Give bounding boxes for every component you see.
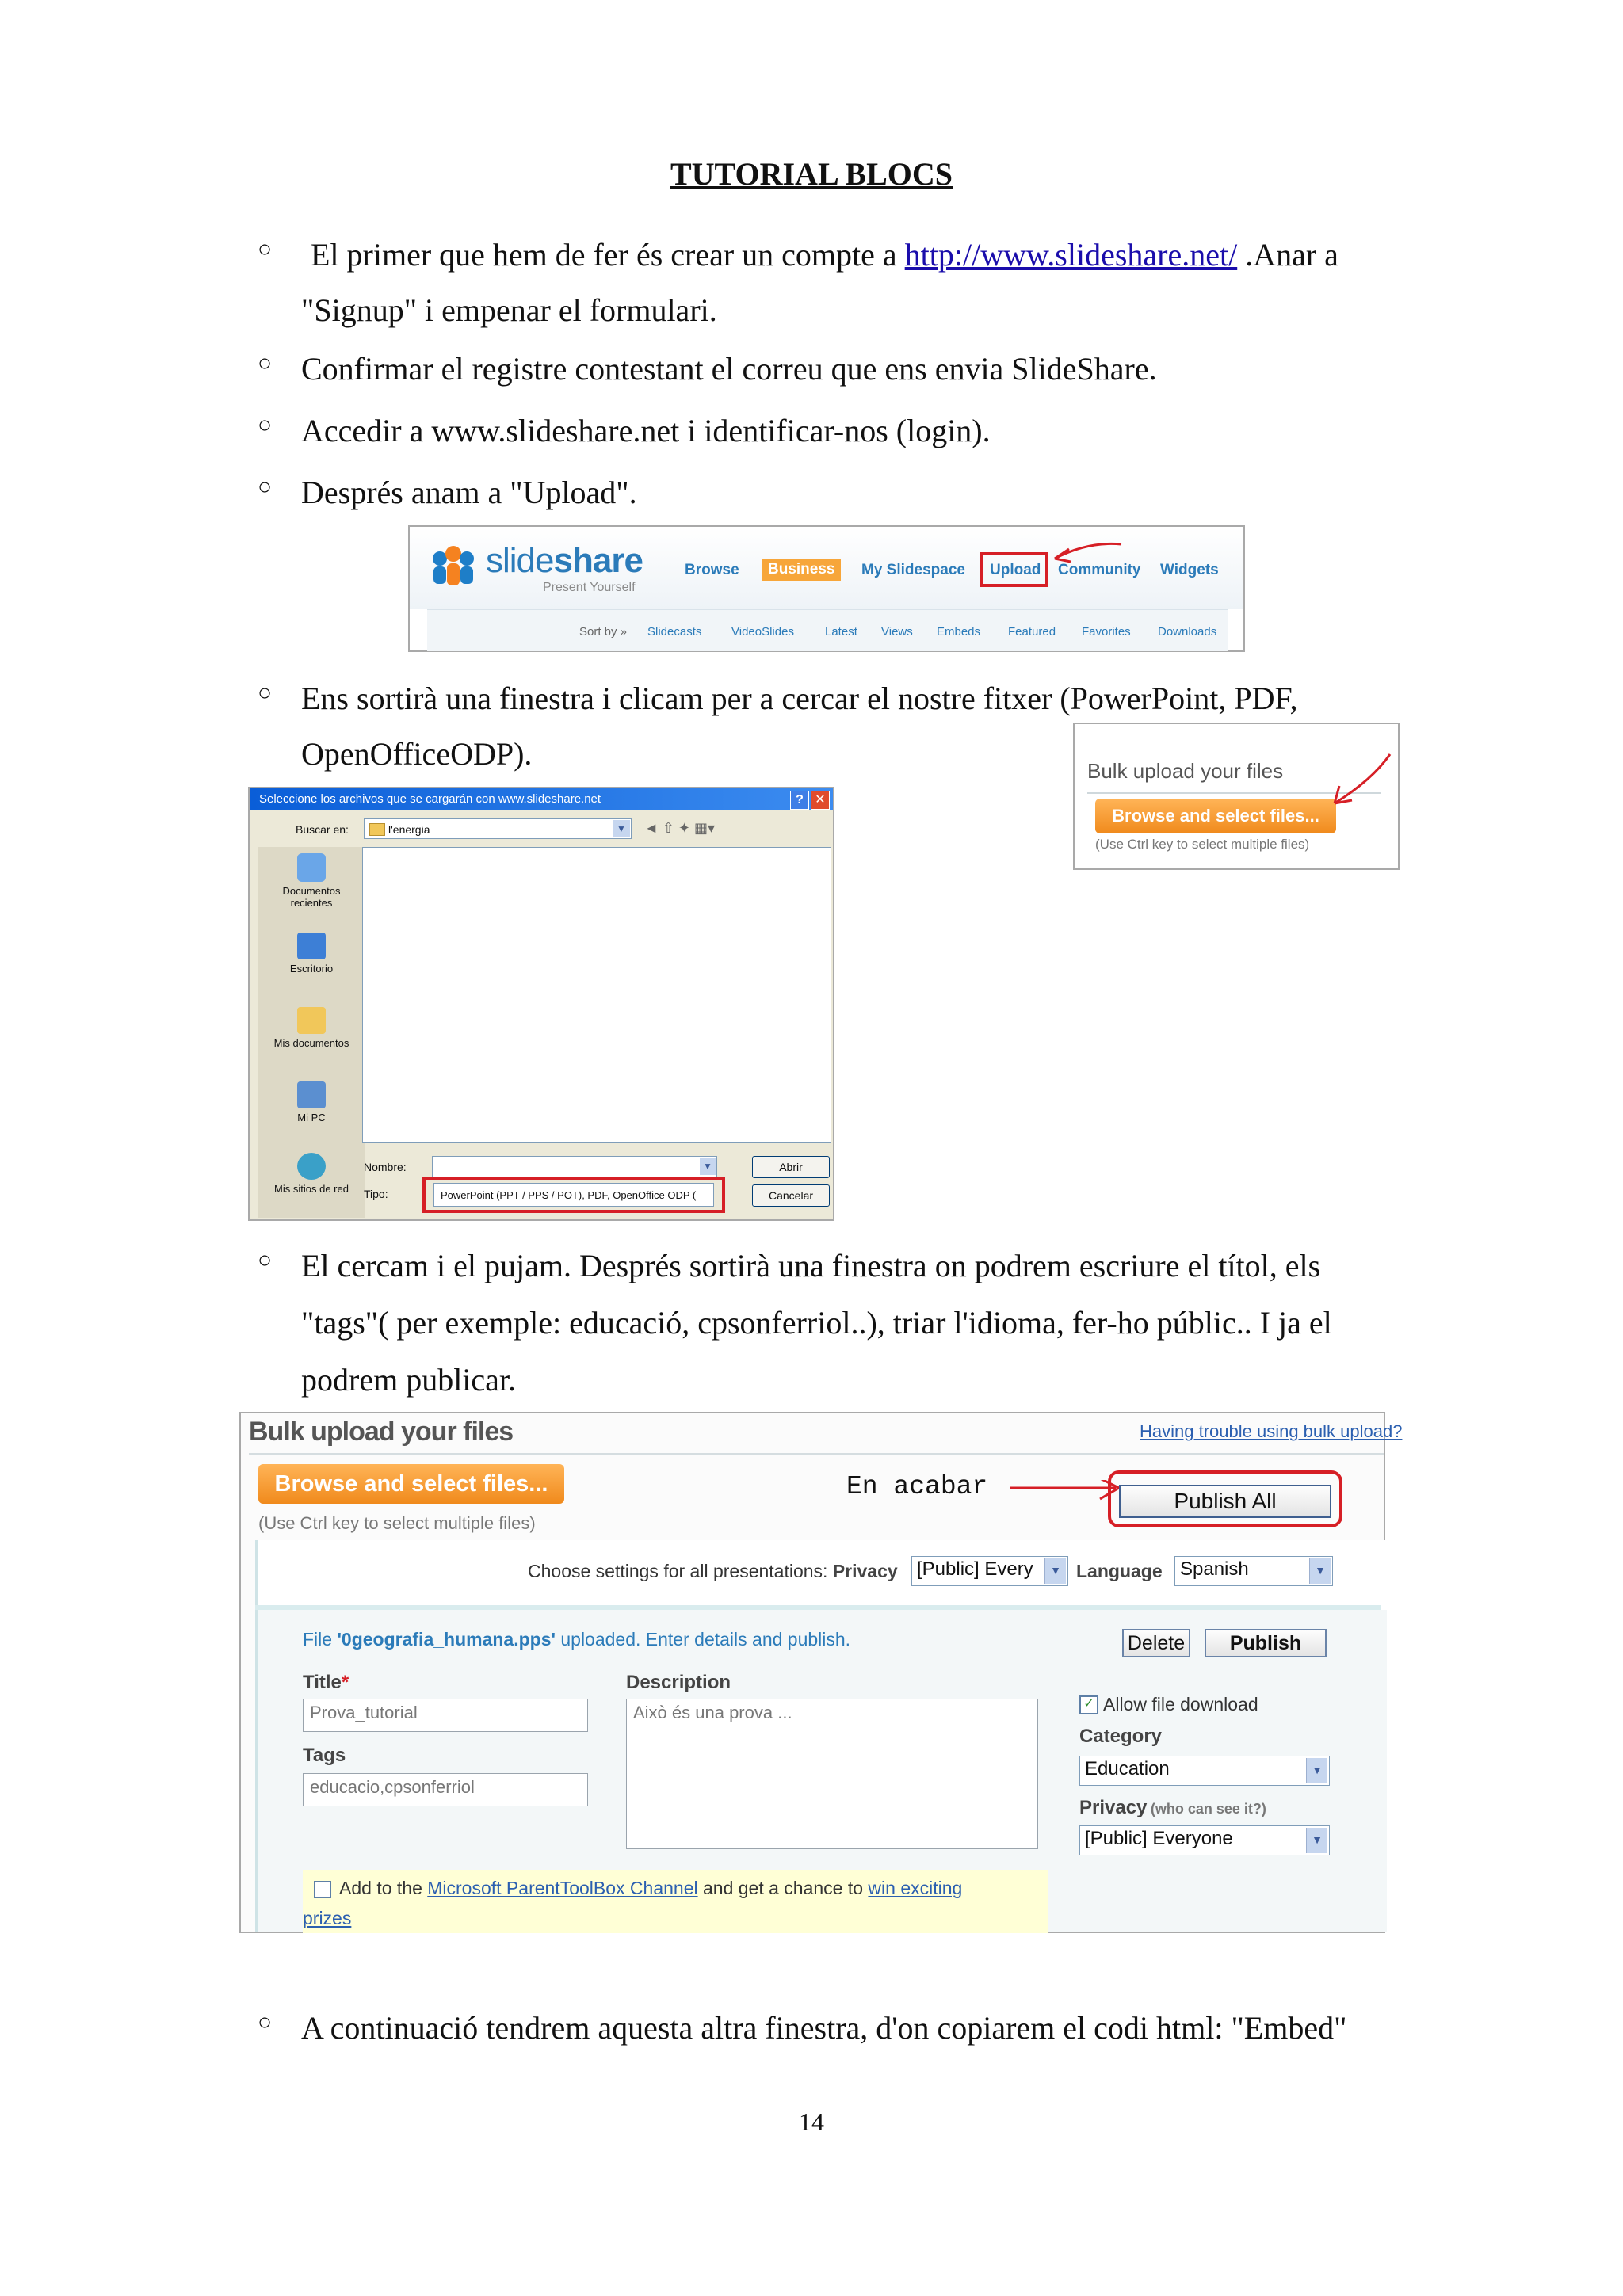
file-status <box>303 1629 850 1650</box>
privacy2-label <box>1079 1797 1266 1819</box>
place-my-pc-label: Mi PC <box>297 1112 326 1123</box>
promo-mid: and get a chance to <box>697 1878 869 1898</box>
annotation-text: En acabar <box>846 1472 988 1501</box>
bulk-heading: Bulk upload your files <box>249 1417 514 1447</box>
required-mark: * <box>341 1672 349 1693</box>
place-desktop-label: Escritorio <box>289 963 334 974</box>
subnav-embeds[interactable]: Embeds <box>937 625 981 639</box>
publish-button[interactable]: Publish <box>1205 1629 1327 1657</box>
bullet-marker: ○ <box>258 1247 273 1273</box>
help-icon[interactable]: ? <box>790 791 809 810</box>
paragraph-6-line2: "tags"( per exemple: educació, cpsonferriol..), triar l'idioma, fer-ho públic.. I ja el <box>301 1305 1332 1341</box>
publish-all-button[interactable]: Publish All <box>1119 1485 1331 1518</box>
bulk-small-hint: (Use Ctrl key to select multiple files) <box>1095 837 1310 852</box>
nav-business[interactable]: Business <box>762 559 841 581</box>
chevron-down-icon: ▼ <box>1309 1558 1331 1584</box>
subnav-featured[interactable]: Featured <box>1008 625 1056 639</box>
promo-win-link[interactable]: win exciting <box>868 1878 963 1898</box>
place-desktop[interactable] <box>261 933 362 974</box>
desktop-icon <box>297 933 326 959</box>
description-label: Description <box>626 1672 731 1693</box>
allow-download-label: Allow file download <box>1103 1694 1258 1714</box>
promo-prizes-link[interactable]: prizes <box>303 1908 352 1928</box>
privacy2-label-text: Privacy <box>1079 1797 1148 1818</box>
subnav-slidecasts[interactable]: Slidecasts <box>647 625 702 639</box>
place-my-pc[interactable] <box>261 1081 362 1123</box>
my-documents-icon <box>297 1007 326 1034</box>
my-computer-icon <box>297 1081 326 1108</box>
title-label-text: Title <box>303 1672 342 1693</box>
bullet-marker: ○ <box>258 350 273 376</box>
promo-channel-link[interactable]: Microsoft ParentToolBox Channel <box>427 1878 698 1898</box>
promo-box <box>303 1870 1048 1933</box>
bullet-marker: ○ <box>258 236 273 262</box>
subnav-videoslides[interactable]: VideoSlides <box>731 625 794 639</box>
nav-browse[interactable]: Browse <box>685 562 739 578</box>
file-list-area[interactable] <box>362 847 831 1143</box>
chevron-down-icon: ▼ <box>613 820 630 837</box>
recent-documents-icon <box>297 853 326 882</box>
file-status-pre: File <box>303 1629 338 1650</box>
paragraph-1-text: El primer que hem de fer és crear un compte a <box>311 237 905 273</box>
description-textarea[interactable]: Això és una prova ... <box>626 1699 1038 1849</box>
category-value: Education <box>1085 1758 1170 1779</box>
language-select[interactable] <box>1174 1556 1333 1586</box>
logo-text-slide: slide <box>486 541 554 580</box>
dialog-title: Seleccione los archivos que se cargarán con www.slideshare.net <box>259 792 601 806</box>
folder-icon <box>369 823 385 836</box>
upload-highlight-box <box>980 552 1048 587</box>
document-title: TUTORIAL BLOCS <box>670 156 953 192</box>
title-input[interactable]: Prova_tutorial <box>303 1699 588 1732</box>
delete-button[interactable]: Delete <box>1122 1629 1190 1657</box>
paragraph-1 <box>311 227 1420 284</box>
bulk-upload-small-screenshot <box>1073 723 1400 870</box>
cancel-button[interactable]: Cancelar <box>752 1184 830 1207</box>
network-places-icon <box>297 1153 326 1180</box>
settings-line <box>528 1561 898 1582</box>
language-label: Language <box>1076 1561 1163 1581</box>
open-button[interactable]: Abrir <box>752 1156 830 1178</box>
place-my-documents[interactable] <box>261 1007 362 1049</box>
look-in-label: Buscar en: <box>296 823 349 836</box>
privacy-label: Privacy <box>832 1561 898 1581</box>
tags-label: Tags <box>303 1745 346 1766</box>
red-arrow-icon <box>1048 535 1125 571</box>
paragraph-6-line3: podrem publicar. <box>301 1362 517 1398</box>
trouble-link[interactable]: Having trouble using bulk upload? <box>1140 1421 1403 1441</box>
page-number: 14 <box>799 2107 824 2136</box>
slideshare-logo-text <box>486 541 643 581</box>
paragraph-1-text-end: .Anar a <box>1237 237 1338 273</box>
allow-download-checkbox[interactable]: ✓ <box>1079 1695 1098 1714</box>
logo-text-share: share <box>553 541 643 580</box>
type-label: Tipo: <box>364 1188 388 1200</box>
nav-community[interactable]: Community <box>1058 562 1141 578</box>
privacy2-select[interactable] <box>1079 1825 1330 1855</box>
name-label: Nombre: <box>364 1161 407 1173</box>
bullet-marker: ○ <box>258 412 273 438</box>
place-network-label: Mis sitios de red <box>274 1183 349 1195</box>
browse-files-button[interactable]: Browse and select files... <box>258 1464 564 1504</box>
category-label: Category <box>1079 1726 1163 1747</box>
place-recent[interactable] <box>261 853 362 909</box>
close-icon[interactable]: ✕ <box>811 791 830 810</box>
promo-pre: Add to the <box>339 1878 428 1898</box>
bullet-marker: ○ <box>258 680 273 706</box>
privacy-select[interactable] <box>911 1556 1068 1586</box>
paragraph-2: Confirmar el registre contestant el correu que ens envia SlideShare. <box>301 351 1157 387</box>
place-network[interactable] <box>261 1153 362 1195</box>
paragraph-4: Després anam a "Upload". <box>301 475 637 510</box>
privacy2-hint: (who can see it?) <box>1150 1801 1266 1817</box>
slideshare-logo-icon <box>429 543 478 589</box>
place-my-documents-label: Mis documentos <box>273 1037 349 1049</box>
chevron-down-icon: ▼ <box>700 1158 716 1175</box>
paragraph-5-line2: OpenOfficeODP). <box>301 736 533 772</box>
slideshare-header-screenshot <box>408 525 1245 652</box>
file-name-input[interactable] <box>432 1156 717 1178</box>
file-status-post: uploaded. Enter details and publish. <box>555 1629 851 1650</box>
red-arrow-icon <box>1325 748 1396 811</box>
chevron-down-icon: ▼ <box>1044 1558 1066 1584</box>
title-label <box>303 1672 349 1694</box>
bulk-hint: (Use Ctrl key to select multiple files) <box>258 1513 536 1533</box>
browse-files-button-small[interactable]: Browse and select files... <box>1095 799 1336 833</box>
dialog-titlebar <box>250 788 833 810</box>
file-name: '0geografia_humana.pps' <box>337 1629 556 1650</box>
promo-text <box>339 1878 962 1899</box>
chevron-down-icon: ▼ <box>1306 1758 1327 1783</box>
file-type-value: PowerPoint (PPT / PPS / POT), PDF, OpenOffice ODP ( <box>441 1189 697 1201</box>
bullet-marker: ○ <box>258 2009 273 2035</box>
toolbar-icons[interactable]: ◄ ⇧ ✦ ▦▾ <box>644 820 716 836</box>
language-value: Spanish <box>1180 1558 1249 1580</box>
subnav-favorites[interactable]: Favorites <box>1082 625 1131 639</box>
subnav-downloads[interactable]: Downloads <box>1158 625 1217 639</box>
nav-widgets[interactable]: Widgets <box>1160 562 1219 578</box>
paragraph-3: Accedir a www.slideshare.net i identificar-nos (login). <box>301 413 991 448</box>
look-in-value: l'energia <box>388 823 430 836</box>
tags-input[interactable]: educacio,cpsonferriol <box>303 1773 588 1806</box>
place-recent-label: Documentos recientes <box>282 885 341 909</box>
paragraph-1-line2: "Signup" i empenar el formulari. <box>301 292 717 328</box>
bulk-small-heading: Bulk upload your files <box>1087 759 1284 783</box>
nav-upload[interactable]: Upload <box>990 562 1041 578</box>
paragraph-7: A continuació tendrem aquesta altra finestra, d'on copiarem el codi html: "Embed" <box>301 2010 1347 2046</box>
subnav-latest[interactable]: Latest <box>825 625 857 639</box>
paragraph-6-line1: El cercam i el pujam. Després sortirà una finestra on podrem escriure el títol, els <box>301 1248 1321 1283</box>
settings-label: Choose settings for all presentations: <box>528 1561 828 1581</box>
logo-tagline: Present Yourself <box>543 581 636 594</box>
bullet-marker: ○ <box>258 474 273 500</box>
nav-my-slidespace[interactable]: My Slidespace <box>861 562 965 578</box>
sort-label: Sort by » <box>579 625 628 639</box>
file-type-highlight-box <box>422 1177 725 1213</box>
privacy-value: [Public] Every <box>917 1558 1033 1580</box>
subnav-views[interactable]: Views <box>881 625 913 639</box>
look-in-select[interactable] <box>364 818 632 839</box>
divider <box>249 1453 1384 1455</box>
privacy2-value: [Public] Everyone <box>1085 1828 1233 1849</box>
paragraph-5-line1: Ens sortirà una finestra i clicam per a cercar el nostre fitxer (PowerPoint, PDF, <box>301 681 1298 716</box>
bulk-upload-screenshot <box>239 1412 1403 1933</box>
category-select[interactable] <box>1079 1756 1330 1786</box>
promo-checkbox[interactable] <box>314 1881 331 1898</box>
slideshare-link[interactable]: http://www.slideshare.net/ <box>904 237 1238 273</box>
chevron-down-icon: ▼ <box>1306 1828 1327 1853</box>
file-open-dialog-screenshot <box>248 787 834 1221</box>
